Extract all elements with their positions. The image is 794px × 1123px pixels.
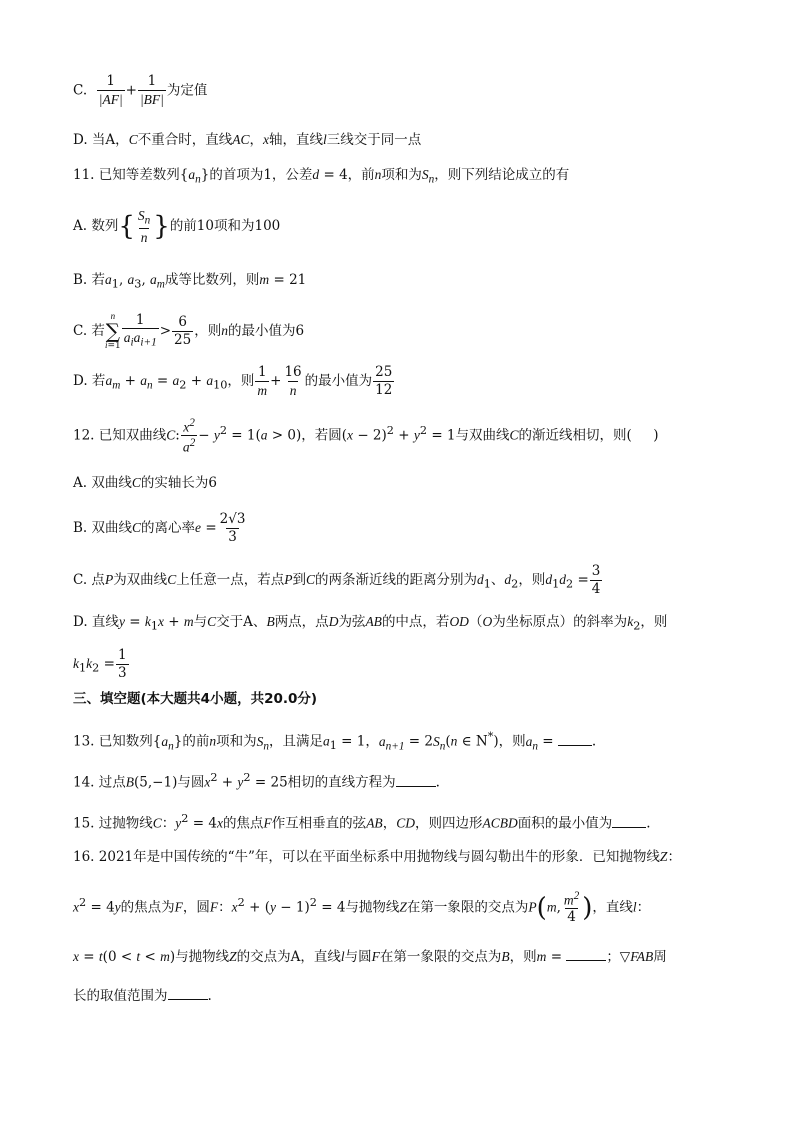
question-11: 11. 已知等差数列$\{a_n\}$的首项为1，公差d = 4，前n项和为$S_n$，则下列结论成立的有 <box>73 167 570 186</box>
question-13: 13. 已知数列$\{a_n\}$的前n项和为$S_n$，且满足$a_1 = 1$，$a_{n+1} = 2S_n(n$ ∈ N*)，则$a_n$ = . <box>73 730 597 753</box>
option-12d: D. 直线$y = k_1x + m$与C交于A、B两点，点D为弦AB的中点，若OD（O为坐标原点）的斜率为$k_2$，则 <box>73 614 668 633</box>
question-16-line4: 长的取值范围为 . <box>73 988 212 1004</box>
option-11a: A. 数列{ $\frac{S_n}{n}$ }的前10项和为100 <box>73 208 281 245</box>
option-11c: C. 若 n ∑ i=1 $\frac{1}{a_ia_{i+1}}$ > $\frac{6}{25}$ ，则n的最小值为6 <box>73 311 305 351</box>
option-12d-cont: $k_1k_2$ = $\frac{1}{3}$ <box>73 647 127 681</box>
option-12a: A. 双曲线C的实轴长为6 <box>73 475 217 491</box>
option-11d: D. 若$a_m + a_n = a_2 + a_{10}$，则 $\frac{1}{m}$ + $\frac{16}{n}$ 的最小值为 $\frac{25}{12}$ <box>73 364 393 398</box>
question-12: 12. 已知双曲线C: $\frac{x^2}{a^2}$ − $y^2 = 1(a > 0)$，若圆$(x - 2)^2 + y^2 = 1$与双曲线C的渐近线相切，则( ) <box>73 417 659 455</box>
option-12c: C. 点P为双曲线C上任意一点，若点P到C的两条渐近线的距离分别为$d_1$、$d_2$，则$d_1d_2$ = $\frac{3}{4}$ <box>73 563 601 597</box>
question-16-line1: 16. 2021年是中国传统的“牛”年，可以在平面坐标系中用抛物线与圆勾勒出牛的形象．已知抛物线Z： <box>73 849 681 865</box>
option-10c: C. $\frac{1}{|AF|}$ + $\frac{1}{|BF|}$ 为定值 <box>73 73 208 107</box>
question-15: 15. 过抛物线C：$y^2 = 4x$的焦点F作互相垂直的弦AB，CD，则四边形ACBD面积的最小值为 . <box>73 812 651 832</box>
question-14: 14. 过点B(5,−1)与圆$x^2 + y^2 = 25$相切的直线方程为 . <box>73 771 440 791</box>
option-11b: B. 若$a_1$, $a_3$, $a_m$成等比数列，则m = 21 <box>73 272 307 291</box>
question-16-line3: x = t(0 < t < m)与抛物线Z的交点为A，直线l与圆F在第一象限的交点为B，则m = ；▽FAB周 <box>73 949 667 965</box>
section-title: 三、填空题(本大题共4小题，共20.0分) <box>73 691 318 707</box>
question-16-line2: $x^2 = 4y$的焦点为F，圆F：$x^2 + (y - 1)^2 = 4$与抛物线Z在第一象限的交点为P(m, $\frac{m^2}{4}$ )，直线l： <box>73 890 651 926</box>
option-10d: D. 当A，C不重合时，直线AC，x轴，直线l三线交于同一点 <box>73 132 422 148</box>
option-12b: B. 双曲线C的离心率e = $\frac{2√3}{3}$ <box>73 511 246 545</box>
